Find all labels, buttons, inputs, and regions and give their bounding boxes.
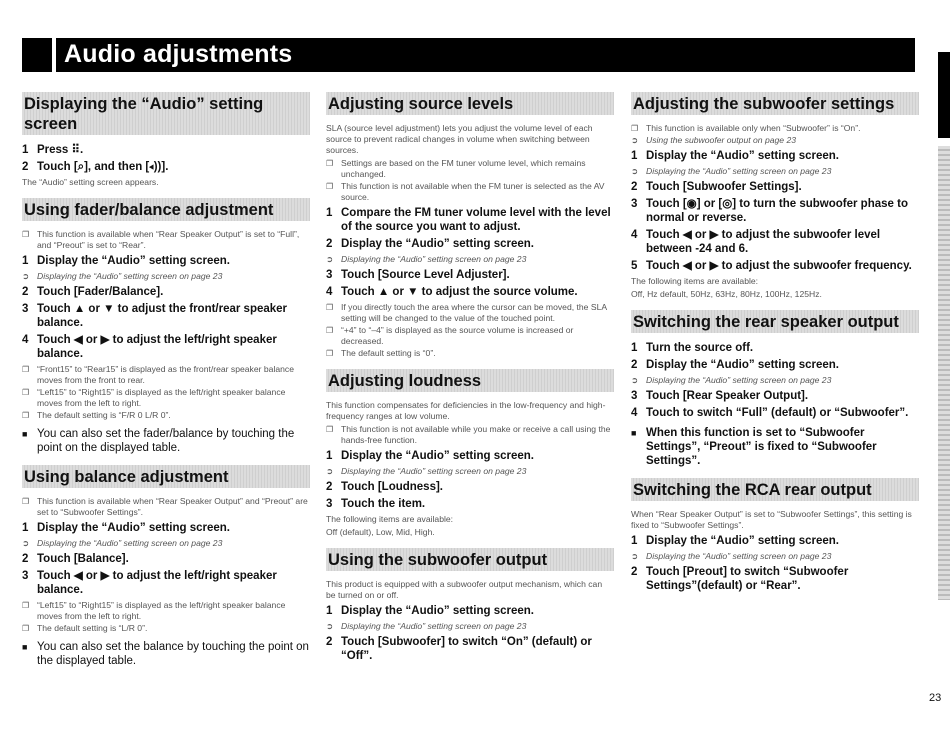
step-item — [22, 143, 310, 157]
cross-reference — [22, 538, 310, 549]
step-number: 2 — [22, 553, 29, 565]
step-item — [326, 285, 614, 299]
note-item — [326, 348, 614, 359]
square-bullet-icon: ■ — [22, 642, 28, 652]
step-number: 2 — [631, 181, 638, 193]
step-item — [326, 635, 614, 663]
checkbox-bullet-icon: ❐ — [22, 601, 30, 610]
section — [22, 92, 310, 188]
section-heading: Adjusting source levels — [326, 92, 614, 115]
checkbox-bullet-icon: ❐ — [326, 425, 334, 434]
note-item — [326, 302, 614, 324]
section — [22, 465, 310, 668]
paragraph: When “Rear Speaker Output” is set to “Subwoofer Settings”, this setting is fixed to “Subwoofer Settings”. — [631, 509, 912, 530]
tip-item — [22, 427, 310, 455]
reference-text: Displaying the “Audio” setting screen on page 23 — [341, 621, 527, 631]
section-heading: Using the subwoofer output — [326, 548, 614, 571]
step-number: 1 — [326, 605, 333, 617]
arrow-bullet-icon: ➲ — [326, 254, 334, 264]
step-number: 2 — [326, 481, 333, 493]
note-item — [22, 229, 310, 251]
section-heading: Switching the RCA rear output — [631, 478, 919, 501]
step-number: 3 — [22, 570, 29, 582]
tip-text: You can also set the fader/balance by touching the point on the displayed table. — [37, 428, 295, 454]
step-item — [326, 480, 614, 494]
page-title: Audio adjustments — [64, 40, 293, 68]
step-number: 1 — [326, 207, 333, 219]
step-text: Touch [Loudness]. — [341, 481, 444, 493]
column-left — [22, 92, 310, 678]
checkbox-bullet-icon: ❐ — [22, 230, 30, 239]
step-text: Touch ▲ or ▼ to adjust the source volume. — [341, 286, 578, 298]
step-item — [631, 259, 919, 273]
paragraph: The following items are available: — [631, 276, 759, 286]
step-item — [326, 449, 614, 463]
cross-reference — [22, 271, 310, 282]
checkbox-bullet-icon: ❐ — [22, 411, 30, 420]
paragraph: SLA (source level adjustment) lets you adjust the volume level of each source to prevent radical changes in volume when switching between sources. — [326, 123, 593, 155]
step-text: Touch ◀ or ▶ to adjust the left/right speaker balance. — [37, 334, 277, 360]
section — [326, 548, 614, 663]
section-heading: Adjusting loudness — [326, 369, 614, 392]
step-number: 4 — [631, 229, 638, 241]
step-number: 2 — [631, 566, 638, 578]
section-heading: Using fader/balance adjustment — [22, 198, 310, 221]
reference-text: Displaying the “Audio” setting screen on page 23 — [646, 551, 832, 561]
note-text: This function is available when “Rear Speaker Output” and “Preout” are set to “Subwoofer Settings”. — [37, 496, 308, 517]
note-item — [326, 325, 614, 347]
step-item — [22, 302, 310, 330]
step-item — [631, 341, 919, 355]
tip-text: When this function is set to “Subwoofer Settings”, “Preout” is fixed to “Subwoofer Settings”. — [646, 427, 877, 467]
step-number: 4 — [631, 407, 638, 419]
tip-text: You can also set the balance by touching the point on the displayed table. — [37, 641, 309, 667]
step-item — [326, 604, 614, 618]
section-heading: Displaying the “Audio” setting screen — [22, 92, 310, 135]
step-text: Display the “Audio” setting screen. — [646, 535, 839, 547]
paragraph: This function compensates for deficiencies in the low-frequency and high-frequency ranges at low volume. — [326, 400, 606, 421]
section-heading: Adjusting the subwoofer settings — [631, 92, 919, 115]
step-item — [22, 552, 310, 566]
step-number: 2 — [326, 636, 333, 648]
step-text: Touch [⌕], and then [◂))]. — [37, 161, 169, 173]
step-text: Touch [Subwoofer Settings]. — [646, 181, 802, 193]
step-item — [631, 180, 919, 194]
note-item — [326, 424, 614, 446]
step-item — [22, 569, 310, 597]
step-number: 3 — [631, 390, 638, 402]
arrow-bullet-icon: ➲ — [631, 135, 639, 145]
step-item — [631, 197, 919, 225]
step-item — [22, 254, 310, 268]
step-item — [22, 160, 310, 174]
reference-text: Displaying the “Audio” setting screen on page 23 — [37, 538, 223, 548]
arrow-bullet-icon: ➲ — [326, 621, 334, 631]
note-text: “+4” to “–4” is displayed as the source volume is increased or decreased. — [341, 325, 574, 346]
step-text: Display the “Audio” setting screen. — [341, 605, 534, 617]
step-text: Touch [Rear Speaker Output]. — [646, 390, 809, 402]
step-item — [631, 228, 919, 256]
cross-reference — [326, 254, 614, 265]
cross-reference — [631, 166, 919, 177]
step-number: 1 — [631, 535, 638, 547]
page-number: 23 — [929, 692, 942, 704]
arrow-bullet-icon: ➲ — [22, 538, 30, 548]
step-text: Touch [Subwoofer] to switch “On” (default) or “Off”. — [341, 636, 592, 662]
step-number: 4 — [326, 286, 333, 298]
step-number: 1 — [326, 450, 333, 462]
step-item — [22, 285, 310, 299]
step-item — [326, 237, 614, 251]
step-text: Touch the item. — [341, 498, 426, 510]
cross-reference — [631, 551, 919, 562]
square-bullet-icon: ■ — [631, 428, 637, 438]
note-item — [22, 623, 310, 634]
step-item — [22, 521, 310, 535]
section — [326, 369, 614, 538]
step-number: 1 — [22, 255, 29, 267]
note-text: The default setting is “F/R 0 L/R 0”. — [37, 410, 171, 420]
step-text: Compare the FM tuner volume level with the level of the source you want to adjust. — [341, 207, 611, 233]
step-text: Touch ▲ or ▼ to adjust the front/rear speaker balance. — [37, 303, 288, 329]
step-text: Display the “Audio” setting screen. — [646, 359, 839, 371]
note-text: If you directly touch the area where the cursor can be moved, the SLA setting will be changed to the value of the touched point. — [341, 302, 607, 323]
step-item — [22, 333, 310, 361]
checkbox-bullet-icon: ❐ — [326, 182, 334, 191]
section — [631, 310, 919, 468]
paragraph: Off, Hz default, 50Hz, 63Hz, 80Hz, 100Hz, 125Hz. — [631, 289, 822, 299]
step-number: 1 — [631, 150, 638, 162]
step-number: 2 — [326, 238, 333, 250]
checkbox-bullet-icon: ❐ — [22, 624, 30, 633]
header-block — [22, 38, 56, 72]
step-item — [326, 497, 614, 511]
step-number: 2 — [631, 359, 638, 371]
checkbox-bullet-icon: ❐ — [326, 303, 334, 312]
note-item — [22, 600, 310, 622]
step-number: 2 — [22, 286, 29, 298]
section — [631, 478, 919, 593]
checkbox-bullet-icon: ❐ — [22, 497, 30, 506]
note-item — [22, 364, 310, 386]
step-text: Touch [Preout] to switch “Subwoofer Settings”(default) or “Rear”. — [646, 566, 849, 592]
step-item — [631, 358, 919, 372]
cross-reference — [326, 466, 614, 477]
checkbox-bullet-icon: ❐ — [326, 349, 334, 358]
note-item — [631, 123, 919, 134]
step-text: Display the “Audio” setting screen. — [341, 450, 534, 462]
step-text: Touch ◀ or ▶ to adjust the subwoofer level between -24 and 6. — [646, 229, 881, 255]
step-number: 5 — [631, 260, 638, 272]
step-text: Touch to switch “Full” (default) or “Subwoofer”. — [646, 407, 909, 419]
step-text: Press ⠿. — [37, 144, 84, 156]
note-item — [22, 387, 310, 409]
step-item — [631, 534, 919, 548]
note-text: The default setting is “0”. — [341, 348, 436, 358]
edge-tab — [938, 52, 950, 138]
step-text: Touch [Fader/Balance]. — [37, 286, 164, 298]
step-number: 3 — [631, 198, 638, 210]
step-item — [631, 389, 919, 403]
note-item — [326, 158, 614, 180]
step-text: Touch [Source Level Adjuster]. — [341, 269, 510, 281]
checkbox-bullet-icon: ❐ — [326, 326, 334, 335]
reference-text: Displaying the “Audio” setting screen on page 23 — [646, 375, 832, 385]
paragraph: This product is equipped with a subwoofer output mechanism, which can be turned on or off. — [326, 579, 603, 600]
page-header — [22, 38, 915, 72]
column-right — [631, 92, 919, 603]
note-text: “Left15” to “Right15” is displayed as the left/right speaker balance moves from the left to right. — [37, 387, 286, 408]
note-text: This function is not available while you make or receive a call using the hands-free function. — [341, 424, 611, 445]
step-item — [631, 149, 919, 163]
step-number: 4 — [22, 334, 29, 346]
note-text: “Left15” to “Right15” is displayed as the left/right speaker balance moves from the left to right. — [37, 600, 286, 621]
reference-text: Displaying the “Audio” setting screen on page 23 — [341, 466, 527, 476]
paragraph: The “Audio” setting screen appears. — [22, 177, 159, 187]
note-text: This function is available when “Rear Speaker Output” is set to “Full”, and “Preout” is set to “Rear”. — [37, 229, 300, 250]
step-number: 1 — [631, 342, 638, 354]
checkbox-bullet-icon: ❐ — [326, 159, 334, 168]
step-text: Touch [◉] or [◎] to turn the subwoofer phase to normal or reverse. — [646, 198, 908, 224]
note-text: The default setting is “L/R 0”. — [37, 623, 148, 633]
note-text: Settings are based on the FM tuner volume level, which remains unchanged. — [341, 158, 586, 179]
reference-text: Displaying the “Audio” setting screen on page 23 — [37, 271, 223, 281]
paragraph: Off (default), Low, Mid, High. — [326, 527, 435, 537]
step-text: Display the “Audio” setting screen. — [37, 522, 230, 534]
step-number: 3 — [326, 498, 333, 510]
step-item — [631, 406, 919, 420]
note-item — [22, 410, 310, 421]
note-item — [22, 496, 310, 518]
step-text: Touch [Balance]. — [37, 553, 129, 565]
arrow-bullet-icon: ➲ — [326, 466, 334, 476]
step-text: Touch ◀ or ▶ to adjust the subwoofer frequency. — [646, 260, 912, 272]
tip-item — [631, 426, 919, 468]
paragraph: The following items are available: — [326, 514, 454, 524]
step-number: 3 — [326, 269, 333, 281]
step-item — [326, 268, 614, 282]
step-text: Display the “Audio” setting screen. — [646, 150, 839, 162]
note-text: This function is not available when the FM tuner is selected as the AV source. — [341, 181, 605, 202]
note-text: “Front15” to “Rear15” is displayed as the front/rear speaker balance moves from the front to rear. — [37, 364, 294, 385]
checkbox-bullet-icon: ❐ — [631, 124, 639, 133]
arrow-bullet-icon: ➲ — [631, 375, 639, 385]
cross-reference — [631, 375, 919, 386]
edge-strip — [938, 146, 950, 600]
reference-text: Displaying the “Audio” setting screen on page 23 — [646, 166, 832, 176]
column-middle — [326, 92, 614, 673]
note-item — [326, 181, 614, 203]
section — [631, 92, 919, 300]
square-bullet-icon: ■ — [22, 429, 28, 439]
reference-text: Displaying the “Audio” setting screen on page 23 — [341, 254, 527, 264]
section — [22, 198, 310, 455]
tip-item — [22, 640, 310, 668]
step-text: Display the “Audio” setting screen. — [341, 238, 534, 250]
step-text: Touch ◀ or ▶ to adjust the left/right speaker balance. — [37, 570, 277, 596]
step-item — [326, 206, 614, 234]
arrow-bullet-icon: ➲ — [22, 271, 30, 281]
checkbox-bullet-icon: ❐ — [22, 388, 30, 397]
cross-reference — [631, 135, 919, 146]
section-heading: Using balance adjustment — [22, 465, 310, 488]
step-text: Display the “Audio” setting screen. — [37, 255, 230, 267]
step-item — [631, 565, 919, 593]
section-heading: Switching the rear speaker output — [631, 310, 919, 333]
step-text: Turn the source off. — [646, 342, 754, 354]
cross-reference — [326, 621, 614, 632]
checkbox-bullet-icon: ❐ — [22, 365, 30, 374]
reference-text: Using the subwoofer output on page 23 — [646, 135, 797, 145]
section — [326, 92, 614, 359]
step-number: 2 — [22, 161, 29, 173]
arrow-bullet-icon: ➲ — [631, 166, 639, 176]
note-text: This function is available only when “Subwoofer” is “On”. — [646, 123, 861, 133]
step-number: 3 — [22, 303, 29, 315]
arrow-bullet-icon: ➲ — [631, 551, 639, 561]
step-number: 1 — [22, 522, 29, 534]
step-number: 1 — [22, 144, 29, 156]
